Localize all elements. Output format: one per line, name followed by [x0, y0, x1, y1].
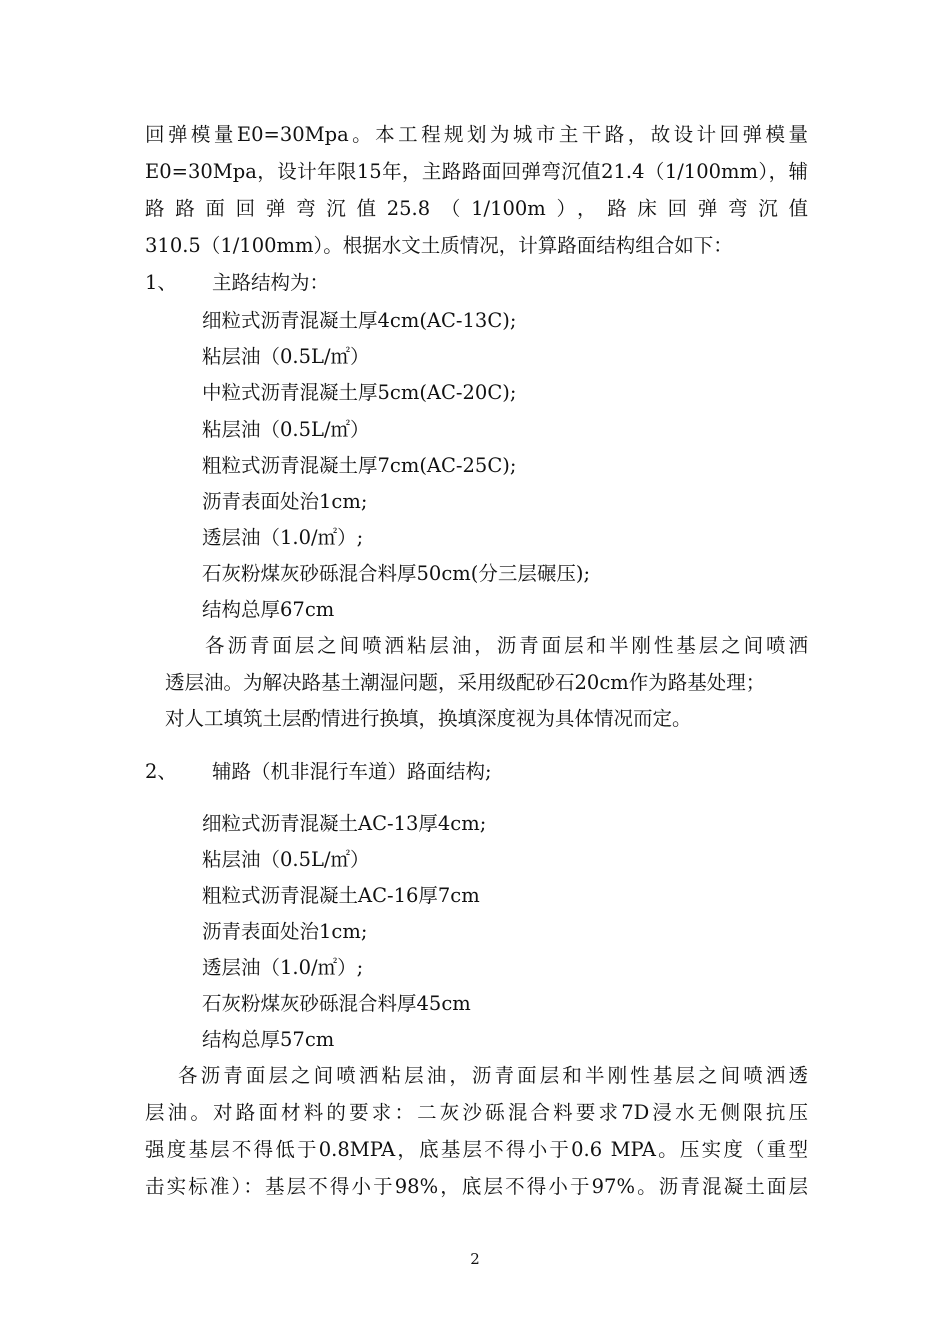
structure-item: 细粒式沥青混凝土厚4cm(AC-13C);: [202, 309, 517, 332]
structure-item: 结构总厚67cm: [202, 598, 335, 621]
section-number: 2、: [145, 760, 177, 783]
note-line: 各沥青面层之间喷洒粘层油，沥青面层和半刚性基层之间喷洒: [205, 634, 808, 657]
structure-item: 透层油（1.0/㎡）;: [202, 526, 364, 549]
structure-item: 石灰粉煤灰砂砾混合料厚50cm(分三层碾压);: [202, 562, 591, 585]
structure-item: 粘层油（0.5L/㎡）: [202, 848, 370, 871]
structure-item: 中粒式沥青混凝土厚5cm(AC-20C);: [202, 381, 517, 404]
section-title: 主路结构为：: [212, 271, 330, 294]
structure-item: 粗粒式沥青混凝土AC-16厚7cm: [202, 884, 480, 907]
structure-item: 沥青表面处治1cm;: [202, 920, 368, 943]
page-number: 2: [470, 1250, 480, 1268]
structure-item: 粘层油（0.5L/㎡）: [202, 345, 370, 368]
section-title: 辅路（机非混行车道）路面结构;: [212, 760, 492, 783]
note-line: 击实标准）：基层不得小于98%，底层不得小于97%。沥青混凝土面层: [145, 1175, 808, 1198]
note-line: 层油。对路面材料的要求：二灰沙砾混合料要求7D浸水无侧限抗压: [145, 1101, 808, 1124]
note-line: 各沥青面层之间喷洒粘层油，沥青面层和半刚性基层之间喷洒透: [178, 1064, 808, 1087]
paragraph-line: 回弹模量E0=30Mpa。本工程规划为城市主干路，故设计回弹模量: [145, 123, 808, 146]
section-number: 1、: [145, 271, 177, 294]
note-line: 对人工填筑土层酌情进行换填，换填深度视为具体情况而定。: [165, 707, 692, 730]
structure-item: 透层油（1.0/㎡）;: [202, 956, 364, 979]
structure-item: 粗粒式沥青混凝土厚7cm(AC-25C);: [202, 454, 517, 477]
structure-item: 细粒式沥青混凝土AC-13厚4cm;: [202, 812, 487, 835]
structure-item: 结构总厚57cm: [202, 1028, 335, 1051]
paragraph-line: 310.5（1/100mm）。根据水文土质情况，计算路面结构组合如下：: [145, 234, 733, 257]
structure-item: 石灰粉煤灰砂砾混合料厚45cm: [202, 992, 471, 1015]
note-line: 透层油。为解决路基土潮湿问题，采用级配砂石20cm作为路基处理；: [165, 671, 766, 694]
paragraph-line: E0=30Mpa，设计年限15年，主路路面回弹弯沉值21.4（1/100mm），辅: [145, 160, 808, 183]
structure-item: 粘层油（0.5L/㎡）: [202, 418, 370, 441]
paragraph-line: 路路面回弹弯沉值25.8（1/100m），路床回弹弯沉值: [145, 197, 808, 220]
structure-item: 沥青表面处治1cm;: [202, 490, 368, 513]
note-line: 强度基层不得低于0.8MPA，底基层不得小于0.6 MPA。压实度（重型: [145, 1138, 808, 1161]
